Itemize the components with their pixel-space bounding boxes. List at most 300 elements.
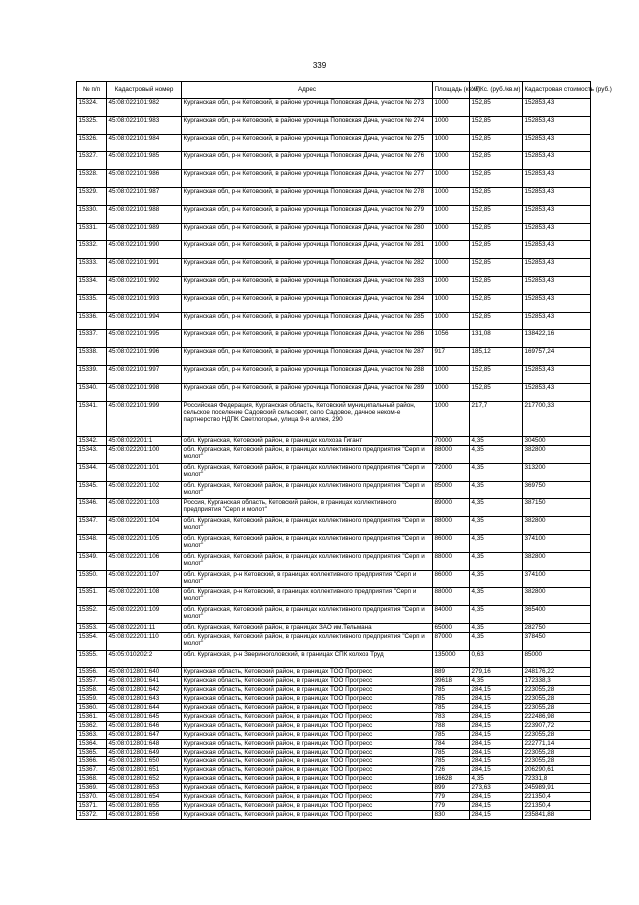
cell-cadastral: 45:08:012801:653 xyxy=(107,784,182,793)
cell-area: 65000 xyxy=(433,624,470,633)
cell-upks: 4,35 xyxy=(470,588,523,606)
cell-num: 15335. xyxy=(77,294,107,312)
cell-value: 152853,43 xyxy=(523,170,591,188)
cell-cadastral: 45:08:022101:998 xyxy=(107,383,182,401)
cell-value: 223055,28 xyxy=(523,695,591,704)
cell-value: 223055,28 xyxy=(523,748,591,757)
cell-address: обл. Курганская, Кетовский район, в границах коллективного предприятия "Серп и молот" xyxy=(182,535,433,553)
table-row xyxy=(77,632,591,650)
table-row xyxy=(77,570,591,588)
cell-upks: 4,35 xyxy=(470,446,523,464)
cell-num: 15348. xyxy=(77,535,107,553)
cell-value: 365400 xyxy=(523,606,591,624)
table-row xyxy=(77,535,591,553)
cell-address: Курганская область, Кетовский район, в границах ТОО Прогресс xyxy=(182,677,433,686)
cell-cadastral: 45:08:022101:994 xyxy=(107,312,182,330)
cell-upks: 152,85 xyxy=(470,99,523,117)
cell-address: Курганская область, Кетовский район, в границах ТОО Прогресс xyxy=(182,695,433,704)
cell-upks: 152,85 xyxy=(470,205,523,223)
cell-address: Курганская обл, р-н Кетовский, в районе урочища Поповская Дача, участок № 284 xyxy=(182,294,433,312)
cell-cadastral: 45:08:022101:995 xyxy=(107,330,182,348)
cell-cadastral: 45:08:022201:101 xyxy=(107,463,182,481)
cell-num: 15347. xyxy=(77,517,107,535)
cell-cadastral: 45:05:010202:2 xyxy=(107,650,182,668)
cell-value: 223055,28 xyxy=(523,704,591,713)
cell-area: 1000 xyxy=(433,134,470,152)
cell-upks: 4,35 xyxy=(470,463,523,481)
cell-cadastral: 45:08:022201:102 xyxy=(107,481,182,499)
col-header-area: Площадь (кв.м) xyxy=(433,82,470,99)
cell-address: Курганская обл, р-н Кетовский, в районе урочища Поповская Дача, участок № 276 xyxy=(182,152,433,170)
cell-num: 15333. xyxy=(77,259,107,277)
cell-upks: 152,85 xyxy=(470,365,523,383)
cell-value: 382800 xyxy=(523,446,591,464)
cell-cadastral: 45:08:022201:11 xyxy=(107,624,182,633)
cell-value: 369750 xyxy=(523,481,591,499)
cell-num: 15371. xyxy=(77,801,107,810)
table-row xyxy=(77,365,591,383)
cell-area: 830 xyxy=(433,810,470,819)
table-row xyxy=(77,116,591,134)
cell-area: 1000 xyxy=(433,170,470,188)
cell-area: 784 xyxy=(433,739,470,748)
cell-num: 15332. xyxy=(77,241,107,259)
table-row xyxy=(77,748,591,757)
cell-area: 135000 xyxy=(433,650,470,668)
cell-cadastral: 45:08:022101:982 xyxy=(107,99,182,117)
cell-address: Курганская область, Кетовский район, в границах ТОО Прогресс xyxy=(182,739,433,748)
cell-value: 85000 xyxy=(523,650,591,668)
cell-cadastral: 45:08:022201:1 xyxy=(107,437,182,446)
cell-address: Курганская область, Кетовский район, в границах ТОО Прогресс xyxy=(182,712,433,721)
cell-area: 84000 xyxy=(433,606,470,624)
table-header-row xyxy=(77,82,591,99)
cell-upks: 4,35 xyxy=(470,624,523,633)
cell-area: 726 xyxy=(433,766,470,775)
cell-upks: 4,35 xyxy=(470,632,523,650)
table-row xyxy=(77,810,591,819)
cell-value: 138422,16 xyxy=(523,330,591,348)
cell-value: 172338,3 xyxy=(523,677,591,686)
cell-upks: 152,85 xyxy=(470,294,523,312)
table-row xyxy=(77,704,591,713)
cell-value: 248176,22 xyxy=(523,668,591,677)
cell-address: обл. Курганская, Кетовский район, в границах колхоза Гигант xyxy=(182,437,433,446)
cell-cadastral: 45:08:022201:106 xyxy=(107,552,182,570)
cell-cadastral: 45:08:022101:993 xyxy=(107,294,182,312)
cell-address: обл. Курганская, р-н Кетовский, в границах коллективного предприятия "Серп и молот" xyxy=(182,588,433,606)
table-row xyxy=(77,223,591,241)
cell-cadastral: 45:08:022101:985 xyxy=(107,152,182,170)
cell-address: Курганская область, Кетовский район, в границах ТОО Прогресс xyxy=(182,775,433,784)
cell-address: Курганская обл, р-н Кетовский, в районе урочища Поповская Дача, участок № 285 xyxy=(182,312,433,330)
cell-upks: 152,85 xyxy=(470,187,523,205)
cell-cadastral: 45:08:012801:644 xyxy=(107,704,182,713)
cell-num: 15329. xyxy=(77,187,107,205)
cell-value: 313200 xyxy=(523,463,591,481)
table-row xyxy=(77,801,591,810)
cell-cadastral: 45:08:022101:990 xyxy=(107,241,182,259)
col-header-num: № п/п xyxy=(77,82,107,99)
cell-address: обл. Курганская, Кетовский район, в границах коллективного предприятия "Серп и молот" xyxy=(182,606,433,624)
cell-upks: 284,15 xyxy=(470,792,523,801)
cell-value: 374100 xyxy=(523,570,591,588)
cell-num: 15358. xyxy=(77,686,107,695)
cell-upks: 284,15 xyxy=(470,686,523,695)
table-row xyxy=(77,606,591,624)
cell-area: 788 xyxy=(433,721,470,730)
cell-num: 15340. xyxy=(77,383,107,401)
cell-value: 374100 xyxy=(523,535,591,553)
cell-num: 15330. xyxy=(77,205,107,223)
table-row xyxy=(77,552,591,570)
cell-num: 15324. xyxy=(77,99,107,117)
cell-cadastral: 45:08:022101:997 xyxy=(107,365,182,383)
cell-cadastral: 45:08:012801:656 xyxy=(107,810,182,819)
table-row xyxy=(77,650,591,668)
cell-upks: 284,15 xyxy=(470,695,523,704)
cell-cadastral: 45:08:012801:640 xyxy=(107,668,182,677)
cell-value: 223055,28 xyxy=(523,686,591,695)
cell-upks: 152,85 xyxy=(470,152,523,170)
cell-address: Россия, Курганская область, Кетовский район, в границах коллективного предприятия "Серп и молот" xyxy=(182,499,433,517)
cell-upks: 152,85 xyxy=(470,241,523,259)
table-row xyxy=(77,446,591,464)
cell-address: обл. Курганская, Кетовский район, в границах коллективного предприятия "Серп и молот" xyxy=(182,632,433,650)
cell-value: 152853,43 xyxy=(523,99,591,117)
table-row xyxy=(77,499,591,517)
cell-value: 223055,28 xyxy=(523,757,591,766)
cell-upks: 152,85 xyxy=(470,116,523,134)
cell-address: Курганская область, Кетовский район, в границах ТОО Прогресс xyxy=(182,810,433,819)
cell-upks: 284,15 xyxy=(470,757,523,766)
cell-value: 152853,43 xyxy=(523,223,591,241)
cell-address: Курганская обл, р-н Кетовский, в районе урочища Поповская Дача, участок № 273 xyxy=(182,99,433,117)
cell-num: 15361. xyxy=(77,712,107,721)
cell-cadastral: 45:08:022101:987 xyxy=(107,187,182,205)
cell-area: 87000 xyxy=(433,632,470,650)
cell-num: 15345. xyxy=(77,481,107,499)
cell-num: 15327. xyxy=(77,152,107,170)
cell-address: Курганская область, Кетовский район, в границах ТОО Прогресс xyxy=(182,766,433,775)
cell-address: Курганская область, Кетовский район, в границах ТОО Прогресс xyxy=(182,757,433,766)
cell-cadastral: 45:08:022101:984 xyxy=(107,134,182,152)
cell-num: 15362. xyxy=(77,721,107,730)
cell-area: 88000 xyxy=(433,446,470,464)
cell-num: 15353. xyxy=(77,624,107,633)
cell-area: 1000 xyxy=(433,241,470,259)
cell-cadastral: 45:08:012801:655 xyxy=(107,801,182,810)
table-row xyxy=(77,383,591,401)
cell-address: обл. Курганская, Кетовский район, в границах коллективного предприятия "Серп и молот" xyxy=(182,552,433,570)
cell-value: 169757,24 xyxy=(523,348,591,366)
cell-cadastral: 45:08:012801:647 xyxy=(107,730,182,739)
cell-area: 1000 xyxy=(433,259,470,277)
cell-area: 1000 xyxy=(433,365,470,383)
cell-value: 222486,98 xyxy=(523,712,591,721)
table-row xyxy=(77,348,591,366)
cell-address: Курганская обл, р-н Кетовский, в районе урочища Поповская Дача, участок № 279 xyxy=(182,205,433,223)
cell-address: Курганская область, Кетовский район, в границах ТОО Прогресс xyxy=(182,801,433,810)
cell-num: 15366. xyxy=(77,757,107,766)
table-row xyxy=(77,401,591,437)
cell-cadastral: 45:08:022101:983 xyxy=(107,116,182,134)
cell-value: 245989,91 xyxy=(523,784,591,793)
cell-num: 15369. xyxy=(77,784,107,793)
cell-num: 15339. xyxy=(77,365,107,383)
cell-area: 1000 xyxy=(433,312,470,330)
cell-value: 152853,43 xyxy=(523,134,591,152)
cell-address: Курганская обл, р-н Кетовский, в районе урочища Поповская Дача, участок № 278 xyxy=(182,187,433,205)
table-row xyxy=(77,739,591,748)
cell-value: 378450 xyxy=(523,632,591,650)
cell-num: 15372. xyxy=(77,810,107,819)
cell-num: 15350. xyxy=(77,570,107,588)
cell-num: 15344. xyxy=(77,463,107,481)
cell-upks: 284,15 xyxy=(470,801,523,810)
cell-value: 72331,8 xyxy=(523,775,591,784)
cell-address: обл. Курганская, Кетовский район, в границах коллективного предприятия "Серп и молот" xyxy=(182,481,433,499)
cell-num: 15370. xyxy=(77,792,107,801)
cell-area: 86000 xyxy=(433,535,470,553)
cell-area: 1000 xyxy=(433,205,470,223)
cell-area: 70000 xyxy=(433,437,470,446)
cell-cadastral: 45:08:012801:648 xyxy=(107,739,182,748)
table-body xyxy=(77,99,591,820)
cell-upks: 152,85 xyxy=(470,259,523,277)
cell-cadastral: 45:08:012801:652 xyxy=(107,775,182,784)
cell-value: 152853,43 xyxy=(523,259,591,277)
table-row xyxy=(77,170,591,188)
cell-upks: 152,85 xyxy=(470,312,523,330)
cell-area: 39618 xyxy=(433,677,470,686)
cell-upks: 152,85 xyxy=(470,223,523,241)
cell-value: 152853,43 xyxy=(523,276,591,294)
cell-address: Курганская область, Кетовский район, в границах ТОО Прогресс xyxy=(182,704,433,713)
cell-num: 15331. xyxy=(77,223,107,241)
cell-upks: 4,35 xyxy=(470,481,523,499)
cell-value: 217700,33 xyxy=(523,401,591,437)
table-row xyxy=(77,481,591,499)
cell-num: 15352. xyxy=(77,606,107,624)
table-row xyxy=(77,241,591,259)
cell-area: 72000 xyxy=(433,463,470,481)
cell-value: 152853,43 xyxy=(523,205,591,223)
cell-value: 152853,43 xyxy=(523,383,591,401)
cell-address: Курганская обл, р-н Кетовский, в районе урочища Поповская Дача, участок № 280 xyxy=(182,223,433,241)
cell-address: обл. Курганская, р-н Кетовский, в границах коллективного предприятия "Серп и молот" xyxy=(182,570,433,588)
cell-value: 152853,43 xyxy=(523,294,591,312)
cell-num: 15363. xyxy=(77,730,107,739)
table-row xyxy=(77,686,591,695)
cell-upks: 152,85 xyxy=(470,134,523,152)
cell-area: 88000 xyxy=(433,552,470,570)
cell-upks: 284,15 xyxy=(470,712,523,721)
cell-cadastral: 45:08:012801:641 xyxy=(107,677,182,686)
cell-num: 15342. xyxy=(77,437,107,446)
cell-address: Курганская область, Кетовский район, в границах ТОО Прогресс xyxy=(182,784,433,793)
cell-area: 1000 xyxy=(433,99,470,117)
cell-area: 1000 xyxy=(433,383,470,401)
cell-num: 15357. xyxy=(77,677,107,686)
cell-area: 86000 xyxy=(433,570,470,588)
cell-num: 15356. xyxy=(77,668,107,677)
cell-area: 1000 xyxy=(433,152,470,170)
col-header-upks: УПКс. (руб./кв.м) xyxy=(470,82,523,99)
cell-num: 15328. xyxy=(77,170,107,188)
cell-value: 152853,43 xyxy=(523,312,591,330)
table-row xyxy=(77,437,591,446)
cell-num: 15355. xyxy=(77,650,107,668)
cell-cadastral: 45:08:022201:104 xyxy=(107,517,182,535)
table-row xyxy=(77,134,591,152)
cell-num: 15359. xyxy=(77,695,107,704)
cell-area: 779 xyxy=(433,801,470,810)
cell-upks: 4,35 xyxy=(470,570,523,588)
cell-num: 15338. xyxy=(77,348,107,366)
cell-upks: 152,85 xyxy=(470,383,523,401)
cell-area: 779 xyxy=(433,792,470,801)
cell-value: 222771,14 xyxy=(523,739,591,748)
cell-value: 382800 xyxy=(523,552,591,570)
cell-cadastral: 45:08:012801:650 xyxy=(107,757,182,766)
cell-upks: 4,35 xyxy=(470,499,523,517)
cell-value: 152853,43 xyxy=(523,116,591,134)
cell-address: обл. Курганская, Кетовский район, в границах коллективного предприятия "Серп и молот" xyxy=(182,446,433,464)
cell-num: 15325. xyxy=(77,116,107,134)
cell-value: 382800 xyxy=(523,588,591,606)
cell-address: обл. Курганская, р-н Звериноголовский, в границах СПК колхоз Труд xyxy=(182,650,433,668)
cell-upks: 273,63 xyxy=(470,784,523,793)
cell-address: Курганская обл, р-н Кетовский, в районе урочища Поповская Дача, участок № 277 xyxy=(182,170,433,188)
cell-value: 304500 xyxy=(523,437,591,446)
cell-upks: 4,35 xyxy=(470,437,523,446)
cell-area: 889 xyxy=(433,668,470,677)
cell-upks: 284,15 xyxy=(470,721,523,730)
cell-value: 206290,61 xyxy=(523,766,591,775)
cell-upks: 152,85 xyxy=(470,170,523,188)
cell-num: 15365. xyxy=(77,748,107,757)
cell-cadastral: 45:08:012801:651 xyxy=(107,766,182,775)
cell-area: 1000 xyxy=(433,116,470,134)
cell-cadastral: 45:08:012801:646 xyxy=(107,721,182,730)
cell-address: Курганская обл, р-н Кетовский, в районе урочища Поповская Дача, участок № 288 xyxy=(182,365,433,383)
cell-address: Курганская область, Кетовский район, в границах ТОО Прогресс xyxy=(182,721,433,730)
cell-address: Курганская обл, р-н Кетовский, в районе урочища Поповская Дача, участок № 287 xyxy=(182,348,433,366)
cell-cadastral: 45:08:022201:110 xyxy=(107,632,182,650)
cell-cadastral: 45:08:022101:992 xyxy=(107,276,182,294)
cell-upks: 131,08 xyxy=(470,330,523,348)
cell-num: 15368. xyxy=(77,775,107,784)
cell-cadastral: 45:08:012801:642 xyxy=(107,686,182,695)
cell-address: обл. Курганская, Кетовский район, в границах коллективного предприятия "Серп и молот" xyxy=(182,463,433,481)
cell-area: 785 xyxy=(433,704,470,713)
cell-address: обл. Курганская, Кетовский район, в границах ЗАО им.Тельмана xyxy=(182,624,433,633)
cell-num: 15341. xyxy=(77,401,107,437)
cell-area: 783 xyxy=(433,712,470,721)
cell-num: 15349. xyxy=(77,552,107,570)
cell-address: Курганская обл, р-н Кетовский, в районе урочища Поповская Дача, участок № 281 xyxy=(182,241,433,259)
table-row xyxy=(77,276,591,294)
cell-cadastral: 45:08:012801:649 xyxy=(107,748,182,757)
cell-num: 15351. xyxy=(77,588,107,606)
cell-num: 15364. xyxy=(77,739,107,748)
table-row xyxy=(77,463,591,481)
table-row xyxy=(77,205,591,223)
cell-cadastral: 45:08:012801:643 xyxy=(107,695,182,704)
cell-upks: 4,35 xyxy=(470,535,523,553)
table-row xyxy=(77,330,591,348)
cell-upks: 284,15 xyxy=(470,810,523,819)
cell-cadastral: 45:08:022201:108 xyxy=(107,588,182,606)
cell-value: 221350,4 xyxy=(523,792,591,801)
cell-area: 89000 xyxy=(433,499,470,517)
cell-num: 15367. xyxy=(77,766,107,775)
cell-area: 785 xyxy=(433,686,470,695)
cell-upks: 185,12 xyxy=(470,348,523,366)
cell-address: Курганская область, Кетовский район, в границах ТОО Прогресс xyxy=(182,748,433,757)
cell-address: обл. Курганская, Кетовский район, в границах коллективного предприятия "Серп и молот" xyxy=(182,517,433,535)
table-row xyxy=(77,517,591,535)
cell-upks: 152,85 xyxy=(470,276,523,294)
cell-upks: 284,15 xyxy=(470,739,523,748)
cell-value: 387150 xyxy=(523,499,591,517)
cell-address: Российская Федерация, Курганская область, Кетовский муниципальный район, сельское поселение Садовский сельсовет, село Садовое, дачное неком-е партнерство НДПК Светлогорье, улица 9-я аллея, 290 xyxy=(182,401,433,437)
cell-value: 382800 xyxy=(523,517,591,535)
cell-address: Курганская область, Кетовский район, в границах ТОО Прогресс xyxy=(182,730,433,739)
table-row xyxy=(77,624,591,633)
cell-area: 1056 xyxy=(433,330,470,348)
cell-num: 15346. xyxy=(77,499,107,517)
cell-address: Курганская обл, р-н Кетовский, в районе урочища Поповская Дача, участок № 274 xyxy=(182,116,433,134)
col-header-value: Кадастровая стоимость (руб.) xyxy=(523,82,591,99)
cell-area: 899 xyxy=(433,784,470,793)
cell-cadastral: 45:08:022101:989 xyxy=(107,223,182,241)
cell-cadastral: 45:08:022201:103 xyxy=(107,499,182,517)
cell-upks: 284,15 xyxy=(470,730,523,739)
table-row xyxy=(77,588,591,606)
cell-value: 221350,4 xyxy=(523,801,591,810)
cell-address: Курганская область, Кетовский район, в границах ТОО Прогресс xyxy=(182,686,433,695)
cell-cadastral: 45:08:012801:645 xyxy=(107,712,182,721)
cell-upks: 4,35 xyxy=(470,775,523,784)
table-row xyxy=(77,187,591,205)
table-row xyxy=(77,152,591,170)
cell-area: 785 xyxy=(433,730,470,739)
cell-value: 152853,43 xyxy=(523,152,591,170)
cell-upks: 0,63 xyxy=(470,650,523,668)
cell-num: 15326. xyxy=(77,134,107,152)
col-header-cadastral: Кадастровый номер xyxy=(107,82,182,99)
table-row xyxy=(77,757,591,766)
table-row xyxy=(77,99,591,117)
cell-num: 15336. xyxy=(77,312,107,330)
cell-cadastral: 45:08:012801:654 xyxy=(107,792,182,801)
cell-num: 15334. xyxy=(77,276,107,294)
cell-cadastral: 45:08:022101:986 xyxy=(107,170,182,188)
table-row xyxy=(77,721,591,730)
cell-upks: 284,15 xyxy=(470,704,523,713)
cell-upks: 217,7 xyxy=(470,401,523,437)
table-row xyxy=(77,259,591,277)
cell-cadastral: 45:08:022201:100 xyxy=(107,446,182,464)
page-number: 339 xyxy=(312,61,327,70)
cell-area: 85000 xyxy=(433,481,470,499)
cell-area: 1000 xyxy=(433,187,470,205)
table-row xyxy=(77,668,591,677)
cell-area: 785 xyxy=(433,757,470,766)
cell-area: 1000 xyxy=(433,276,470,294)
